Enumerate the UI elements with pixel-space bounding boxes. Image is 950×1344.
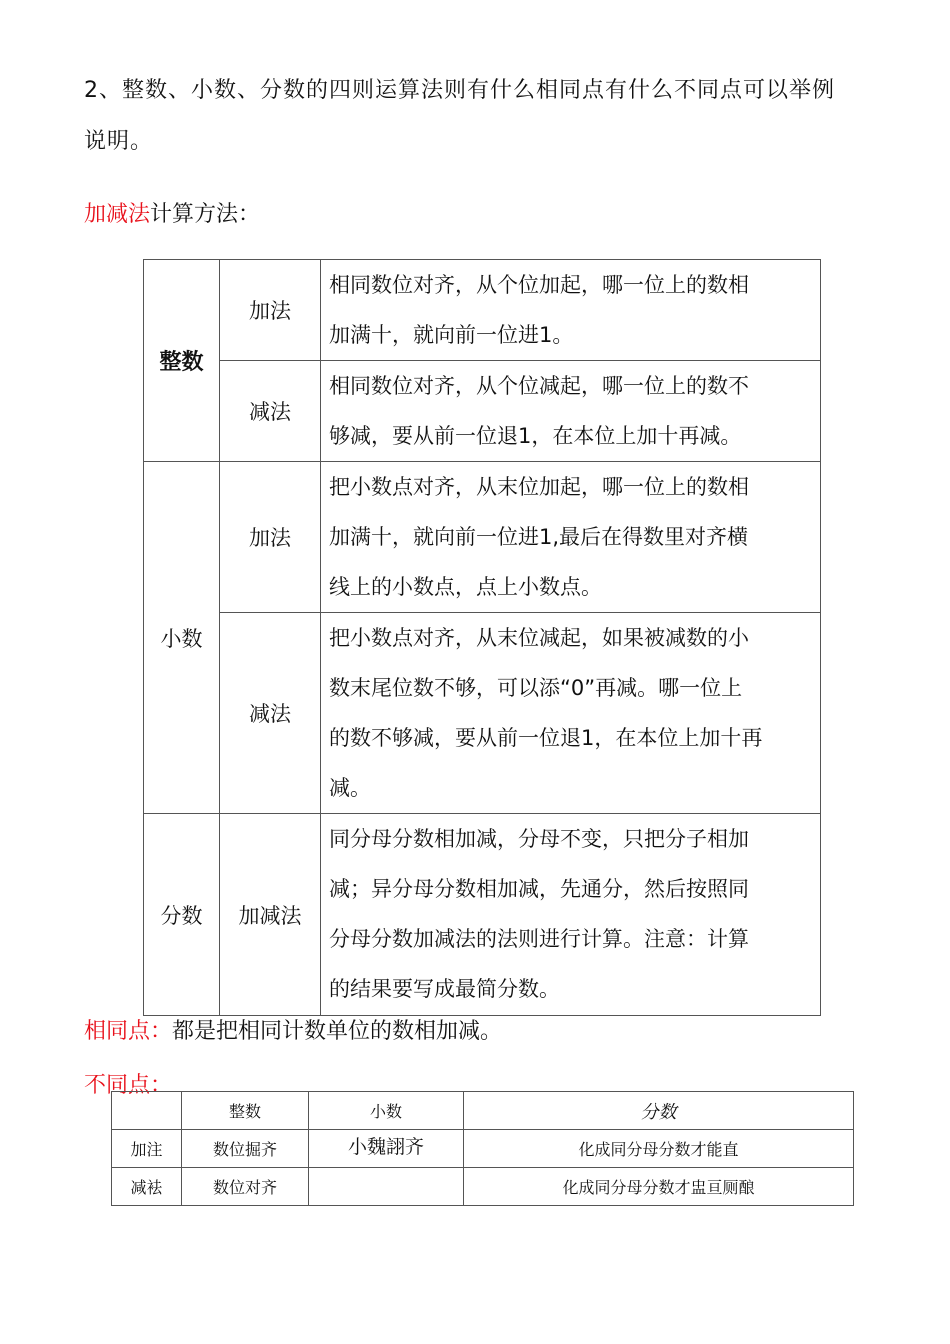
- diff-header-cell: 小数: [309, 1092, 464, 1130]
- rule-line: 相同数位对齐，从个位减起，哪一位上的数不: [329, 374, 749, 398]
- integer-sub-label: 减法: [220, 361, 321, 462]
- diff-cell: 化成同分母分数才能直: [464, 1130, 854, 1168]
- diff-cell: 小魏詡齐: [309, 1130, 464, 1168]
- rule-line: 加满十，就向前一位进1。: [329, 323, 574, 347]
- fraction-label: 分数: [144, 814, 220, 1016]
- integer-add-rule: [321, 260, 821, 361]
- heading-highlight: 加减法: [84, 202, 151, 227]
- calc-method-table: [143, 259, 821, 1016]
- rule-line: 线上的小数点，点上小数点。: [329, 575, 602, 599]
- diff-cell: 数位对齐: [182, 1168, 309, 1206]
- rule-line: 加满十，就向前一位进1,最后在得数里对齐横: [329, 525, 749, 549]
- rule-line: 够减，要从前一位退1，在本位上加十再减。: [329, 424, 742, 448]
- diff-cell: 加注: [112, 1130, 182, 1168]
- diff-cell: 减袪: [112, 1168, 182, 1206]
- rule-line: 分母分数加减法的法则进行计算。注意：计算: [329, 927, 749, 951]
- diff-points-label: 不同点：: [84, 1073, 173, 1098]
- same-points: [84, 1014, 502, 1045]
- diff-cell: [309, 1168, 464, 1206]
- heading-rest: 计算方法：: [150, 202, 261, 227]
- fraction-rule: [321, 814, 821, 1016]
- diff-header-cell: 分数: [464, 1092, 854, 1130]
- diff-cell: 数位掘齐: [182, 1130, 309, 1168]
- decimal-add-rule: [321, 462, 821, 613]
- fraction-op-label: 加减法: [220, 814, 321, 1016]
- integer-label: 整数: [144, 260, 220, 462]
- decimal-sub-label: 减法: [220, 613, 321, 814]
- integer-sub-rule: [321, 361, 821, 462]
- rule-line: 减。: [329, 776, 371, 800]
- rule-line: 相同数位对齐，从个位加起，哪一位上的数相: [329, 273, 749, 297]
- same-points-label: 相同点：: [84, 1019, 173, 1044]
- rule-line: 的结果要写成最简分数。: [329, 977, 560, 1001]
- rule-line: 数末尾位数不够，可以添“0”再减。哪一位上: [329, 676, 743, 700]
- diff-cell: 化成同分母分数才盅亘厕酿: [464, 1168, 854, 1206]
- rule-line: 减；异分母分数相加减，先通分，然后按照同: [329, 877, 749, 901]
- rule-line: 的数不够减，要从前一位退1，在本位上加十再: [329, 726, 763, 750]
- diff-table: [111, 1091, 854, 1206]
- diff-header-cell: [112, 1092, 182, 1130]
- decimal-sub-rule: [321, 613, 821, 814]
- question-line-1: 2、整数、小数、分数的四则运算法则有什么相同点有什么不同点可以举例: [84, 78, 835, 103]
- rule-line: 把小数点对齐，从末位加起，哪一位上的数相: [329, 475, 749, 499]
- rule-line: 同分母分数相加减，分母不变，只把分子相加: [329, 827, 749, 851]
- same-points-text: 都是把相同计数单位的数相加减。: [172, 1019, 503, 1044]
- diff-header-cell: 整数: [182, 1092, 309, 1130]
- rule-line: 把小数点对齐，从末位减起，如果被减数的小: [329, 626, 749, 650]
- decimal-label: 小数: [144, 462, 220, 814]
- section-heading: [84, 197, 260, 228]
- decimal-add-label: 加法: [220, 462, 321, 613]
- integer-add-label: 加法: [220, 260, 321, 361]
- question-line-2: 说明。: [84, 129, 154, 154]
